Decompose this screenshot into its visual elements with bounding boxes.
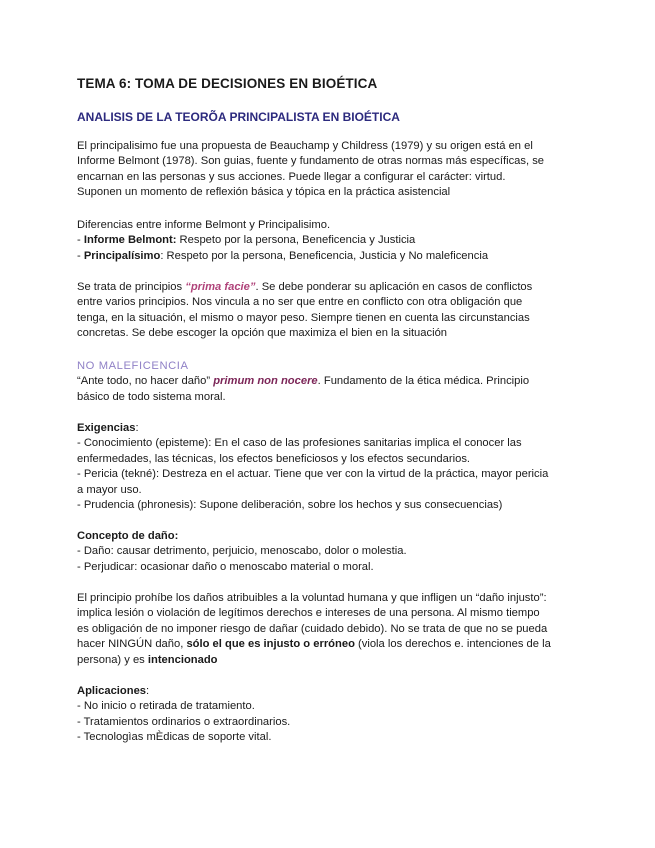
principio-line: hacer NINGÚN daño, sólo el que es injusto o erróneo (viola los derechos e. intenciones de la	[77, 638, 551, 651]
principio-line: implica lesión o violación de legítimos derechos e intereses de una persona. Al mismo tiempo	[77, 607, 540, 620]
injusto-phrase: sólo el que es injusto o erróneo	[186, 638, 355, 651]
exigencias-line: - Prudencia (phronesis): Supone deliberación, sobre los hechos y sus consecuencias)	[77, 499, 503, 512]
difference-item: - Principalísimo: Respeto por la persona, Beneficencia, Justicia y No maleficencia	[77, 249, 489, 262]
prima-facie-line: concretas. Se debe escoger la opción que maximiza el bien en la situación	[77, 327, 448, 340]
differences-paragraph	[77, 218, 582, 264]
differences-heading: Diferencias entre informe Belmont y Principalisimo.	[77, 219, 331, 231]
prima-facie-term: “prima facie”	[185, 281, 256, 293]
intro-line: Suponen un momento de reflexión básica y tópica en la práctica asistencial	[77, 186, 451, 199]
difference-label: Principalísimo	[83, 249, 161, 262]
difference-label: Informe Belmont:	[83, 234, 177, 247]
aplicaciones-item: - Tratamientos ordinarios o extraordinarios.	[77, 715, 291, 728]
no-maleficencia-line: básico de todo sistema moral.	[77, 390, 226, 403]
aplicaciones-heading: Aplicaciones:	[77, 685, 150, 697]
intro-line: encarnan en las personas y sus acciones. Puede llegar a configurar el carácter: virtud.	[77, 170, 506, 183]
principio-line: persona) y es intencionado	[77, 653, 218, 666]
intro-paragraph	[77, 139, 582, 201]
principio-paragraph	[77, 591, 582, 668]
aplicaciones-section	[77, 684, 582, 746]
principio-line: es obligación de no imponer riesgo de dañar (cuidado debido). No se trata de que no se pueda	[77, 622, 548, 635]
prima-facie-line: tenga, en la situación, el mismo o mayor peso. Siempre tienen en cuenta las circunstancias	[77, 311, 530, 324]
document-body	[77, 76, 582, 744]
prima-facie-paragraph	[77, 280, 582, 342]
no-maleficencia-section	[77, 359, 582, 405]
primum-term: primum non nocere	[213, 375, 318, 388]
aplicaciones-item: - Tecnologìas mÈdicas de soporte vital.	[77, 731, 272, 744]
prima-facie-line: Se trata de principios “prima facie”. Se debe ponderar su aplicación en casos de conflictos	[77, 281, 533, 293]
difference-item: - Informe Belmont: Respeto por la persona, Beneficencia y Justicia	[77, 234, 416, 247]
exigencias-heading: Exigencias:	[77, 422, 139, 434]
intro-line: Informe Belmont (1978). Son guias, fuente y fundamento de otras normas más específicas, se	[77, 155, 545, 168]
no-maleficencia-line: “Ante todo, no hacer daño” primum non nocere. Fundamento de la ética médica. Principio	[77, 375, 530, 388]
dano-heading: Concepto de daño:	[77, 530, 179, 542]
exigencias-line: a mayor uso.	[77, 483, 142, 496]
exigencias-line: - Pericia (tekné): Destreza en el actuar. Tiene que ver con la virtud de la práctica, mayor pericia	[77, 468, 549, 481]
dano-line: - Perjudicar: ocasionar daño o menoscabo material o moral.	[77, 560, 374, 573]
dano-section	[77, 529, 582, 575]
intro-line: El principalisimo fue una propuesta de Beauchamp y Childress (1979) y su origen está en el	[77, 140, 533, 152]
exigencias-line: - Conocimiento (episteme): En el caso de las profesiones sanitarias implica el conocer las	[77, 437, 522, 450]
dano-line: - Daño: causar detrimento, perjuicio, menoscabo, dolor o molestia.	[77, 545, 407, 558]
no-maleficencia-heading: NO MALEFICENCIA	[77, 360, 189, 372]
exigencias-section	[77, 421, 582, 513]
page-title: TEMA 6: TOMA DE DECISIONES EN BIOÉTICA	[77, 76, 378, 91]
aplicaciones-item: - No inicio o retirada de tratamiento.	[77, 700, 255, 713]
section-subtitle: ANALISIS DE LA TEORÕA PRINCIPALISTA EN BIOÉTICA	[77, 110, 400, 124]
prima-facie-line: entre varios principios. Nos vincula a no ser que entre en conflicto con otra obligación que	[77, 296, 523, 309]
principio-line: El principio prohíbe los daños atribuibles a la voluntad humana y que infligen un “daño injusto”:	[77, 592, 547, 604]
intencionado-word: intencionado	[147, 653, 218, 666]
exigencias-line: enfermedades, las técnicas, los efectos beneficiosos y los efectos secundarios.	[77, 452, 471, 465]
